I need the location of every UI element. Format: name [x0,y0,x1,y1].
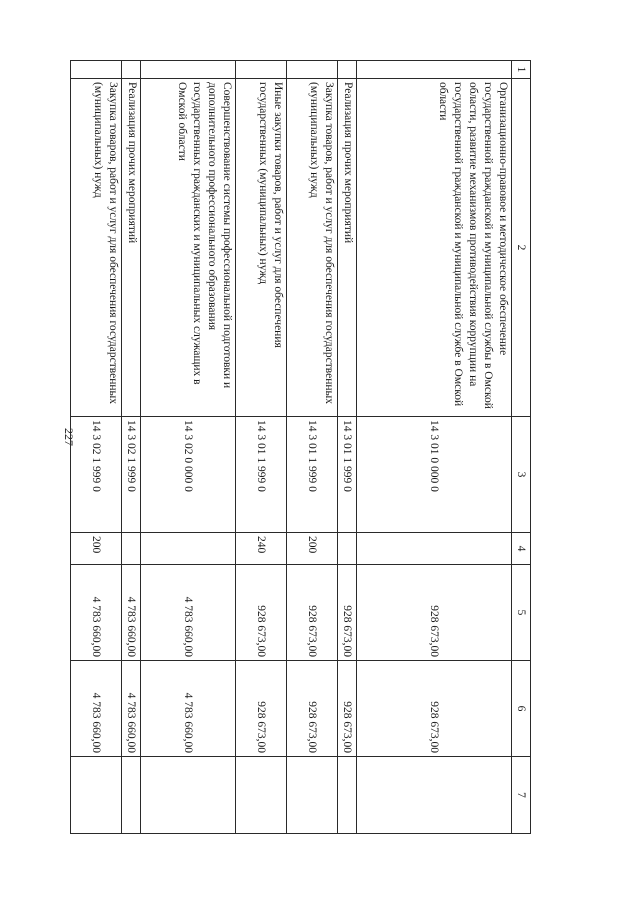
row-value-5-cell: 4 783 660,00 [71,565,122,661]
table-row [287,61,338,834]
table-row [338,61,357,834]
row-expense-type-cell [141,533,236,565]
row-value-5-cell: 928 673,00 [287,565,338,661]
row-name-cell: Совершенствование системы профессиональной подготовки и дополнительного профессионального образования государственных гражданских и муниципальных служащих в Омской области [141,79,236,417]
header-col-7: 7 [512,757,531,834]
rotated-table-container [78,60,528,833]
table-row [236,61,287,834]
table-row [71,61,122,834]
row-value-6-cell: 928 673,00 [287,661,338,757]
row-code-cell: 14 3 02 1 999 0 [71,417,122,533]
row-name-cell: Закупка товаров, работ и услуг для обеспечения государственных (муниципальных) нужд [71,79,122,417]
header-col-6: 6 [512,661,531,757]
row-value-7-cell [122,757,141,834]
row-value-5-cell: 928 673,00 [236,565,287,661]
row-name-cell: Иные закупки товаров, работ и услуг для обеспечения государственных (муниципальных) нужд [236,79,287,417]
row-expense-type-cell: 200 [71,533,122,565]
row-index-cell [357,61,512,79]
row-value-7-cell [338,757,357,834]
row-value-7-cell [71,757,122,834]
row-code-cell: 14 3 02 0 000 0 [141,417,236,533]
row-code-cell: 14 3 02 1 999 0 [122,417,141,533]
header-row [512,61,531,834]
row-value-6-cell: 928 673,00 [236,661,287,757]
row-index-cell [287,61,338,79]
row-expense-type-cell: 240 [236,533,287,565]
header-col-1: 1 [512,61,531,79]
row-expense-type-cell [122,533,141,565]
row-index-cell [122,61,141,79]
header-col-2: 2 [512,79,531,417]
row-value-7-cell [141,757,236,834]
row-expense-type-cell [357,533,512,565]
header-col-4: 4 [512,533,531,565]
row-value-6-cell: 4 783 660,00 [122,661,141,757]
header-col-5: 5 [512,565,531,661]
row-index-cell [338,61,357,79]
row-expense-type-cell [338,533,357,565]
row-code-cell: 14 3 01 1 999 0 [236,417,287,533]
row-value-5-cell: 928 673,00 [338,565,357,661]
page-number: 227 [62,428,76,446]
row-name-cell: Организационно-правовое и методическое обеспечение государственной гражданской и муниципальной службы в Омской области, развитие механизмов противодействия коррупции на государственной гражданской и муниципальной службе в Омской области [357,79,512,417]
row-code-cell: 14 3 01 1 999 0 [338,417,357,533]
row-name-cell: Закупка товаров, работ и услуг для обеспечения государственных (муниципальных) нужд [287,79,338,417]
row-code-cell: 14 3 01 1 999 0 [287,417,338,533]
row-value-5-cell: 4 783 660,00 [122,565,141,661]
row-value-6-cell: 4 783 660,00 [141,661,236,757]
row-value-6-cell: 928 673,00 [357,661,512,757]
row-index-cell [71,61,122,79]
row-index-cell [141,61,236,79]
row-name-cell: Реализация прочих мероприятий [338,79,357,417]
table-row [122,61,141,834]
row-code-cell: 14 3 01 0 000 0 [357,417,512,533]
row-value-5-cell: 928 673,00 [357,565,512,661]
header-col-3: 3 [512,417,531,533]
budget-table [70,60,531,834]
budget-table-sheet [78,60,531,833]
row-value-7-cell [236,757,287,834]
row-name-cell: Реализация прочих мероприятий [122,79,141,417]
row-expense-type-cell: 200 [287,533,338,565]
row-index-cell [236,61,287,79]
row-value-5-cell: 4 783 660,00 [141,565,236,661]
row-value-6-cell: 928 673,00 [338,661,357,757]
table-row [357,61,512,834]
row-value-7-cell [287,757,338,834]
row-value-6-cell: 4 783 660,00 [71,661,122,757]
row-value-7-cell [357,757,512,834]
table-row [141,61,236,834]
